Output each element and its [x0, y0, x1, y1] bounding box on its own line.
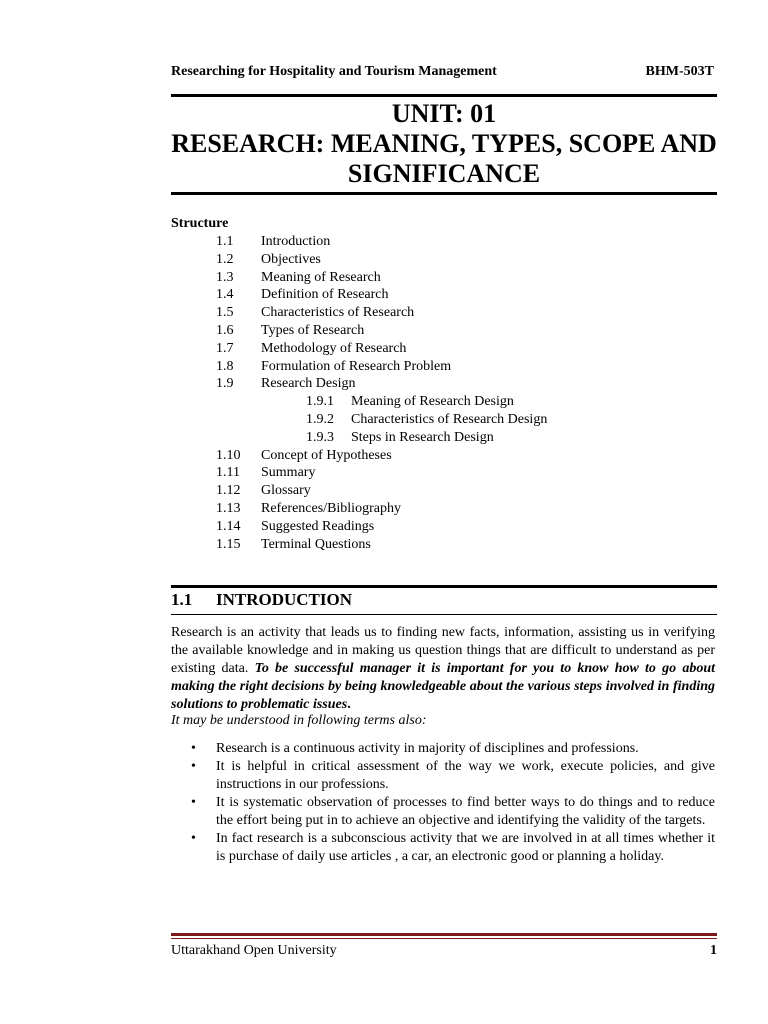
section-bottom-rule — [171, 614, 717, 615]
intro-emphasis: To be successful manager it is important for you to know how to go about making the right decisions by being knowledgeable about the various steps involved in finding solutions to problematic issues — [171, 661, 716, 712]
toc-item-number: 1.9.2 — [306, 411, 334, 427]
toc-item — [171, 304, 717, 322]
intro-paragraph — [171, 624, 715, 714]
footer-rule-thin — [171, 938, 717, 939]
running-header — [171, 64, 714, 84]
structure-label: Structure — [171, 216, 229, 231]
toc-item — [171, 233, 717, 251]
lead-line: It may be understood in following terms also: — [171, 713, 427, 728]
toc-item — [171, 447, 717, 465]
toc-item-label: Characteristics of Research — [261, 305, 415, 321]
section-number: 1.1 — [171, 590, 193, 609]
toc-item — [171, 375, 717, 393]
toc-item-label: Research Design — [261, 376, 356, 392]
intro-text: Research is an activity that leads us to finding new facts, information, assisting us in verifying the available knowledge and in making us question things that are difficult to understand as per existing data. — [171, 625, 715, 676]
toc-item — [171, 358, 717, 376]
toc-item-label: Suggested Readings — [261, 518, 375, 534]
toc-item — [171, 322, 717, 340]
toc-item-label: Definition of Research — [261, 287, 389, 303]
toc-item — [171, 269, 717, 287]
toc-item-number: 1.8 — [216, 358, 234, 374]
toc-item-label: Summary — [261, 465, 316, 481]
bullet-dot-icon: • — [191, 759, 196, 774]
bullet-item — [171, 830, 715, 866]
bullet-list — [171, 740, 715, 866]
toc-item-number: 1.5 — [216, 305, 234, 321]
course-title: Researching for Hospitality and Tourism Management — [171, 64, 497, 79]
toc-item-label: Glossary — [261, 483, 311, 499]
toc-item-number: 1.10 — [216, 447, 241, 463]
toc-item-number: 1.13 — [216, 500, 241, 516]
toc-item-label: Steps in Research Design — [351, 429, 494, 445]
intro-end-punct: . — [347, 697, 351, 712]
unit-title-line-1: RESEARCH: MEANING, TYPES, SCOPE AND — [171, 129, 717, 158]
bullet-text: In fact research is a subconscious activity that we are involved in at all times whether it is purchase of daily use articles , a car, an electronic good or planning a holiday. — [216, 831, 715, 864]
toc-item-label: Types of Research — [261, 322, 365, 338]
toc-item-label: References/Bibliography — [261, 500, 401, 516]
bullet-item — [171, 794, 715, 830]
toc-item-number: 1.9.3 — [306, 429, 334, 445]
toc-item-label: Introduction — [261, 234, 331, 249]
toc-item — [171, 482, 717, 500]
bullet-item — [171, 758, 715, 794]
toc-item — [171, 411, 717, 429]
toc-item — [171, 518, 717, 536]
footer-rule-thick — [171, 933, 717, 936]
section-top-rule — [171, 585, 717, 588]
toc-item-number: 1.4 — [216, 287, 234, 303]
toc-item-number: 1.1 — [216, 234, 234, 249]
section-title: INTRODUCTION — [216, 590, 353, 609]
toc-item-number: 1.6 — [216, 322, 234, 338]
toc-item-number: 1.15 — [216, 536, 241, 552]
bullet-text: Research is a continuous activity in majority of disciplines and professions. — [216, 741, 639, 756]
toc-item — [171, 251, 717, 269]
toc-item-number: 1.7 — [216, 340, 234, 356]
toc-item — [171, 340, 717, 358]
toc-item-number: 1.9.1 — [306, 394, 334, 410]
footer-university: Uttarakhand Open University — [171, 943, 337, 958]
toc-item — [171, 536, 717, 554]
toc-item — [171, 286, 717, 304]
toc-item-label: Terminal Questions — [261, 536, 371, 552]
header-rule — [171, 94, 717, 97]
toc-item-number: 1.12 — [216, 483, 241, 499]
bullet-item — [171, 740, 715, 758]
toc-item-label: Characteristics of Research Design — [351, 411, 548, 427]
toc-item-label: Concept of Hypotheses — [261, 447, 392, 463]
bullet-dot-icon: • — [191, 831, 196, 846]
course-code: BHM-503T — [645, 64, 714, 79]
unit-number: UNIT: 01 — [391, 99, 497, 128]
toc-item — [171, 393, 717, 411]
toc-item-label: Objectives — [261, 251, 321, 267]
toc-item-label: Meaning of Research — [261, 269, 381, 285]
toc-item-label: Meaning of Research Design — [351, 394, 514, 410]
toc-item — [171, 429, 717, 447]
bullet-dot-icon: • — [191, 795, 196, 810]
bullet-text: It is systematic observation of processes to find better ways to do things and to reduce the effort being put in to achieve an objective and identifying the validity of the targets. — [216, 795, 715, 828]
toc-item-number: 1.2 — [216, 251, 234, 267]
title-rule — [171, 192, 717, 195]
bullet-dot-icon: • — [191, 741, 196, 756]
table-of-contents — [171, 233, 717, 553]
toc-item — [171, 500, 717, 518]
unit-title-line-2: SIGNIFICANCE — [347, 159, 541, 188]
toc-item-label: Formulation of Research Problem — [261, 358, 452, 374]
toc-item — [171, 464, 717, 482]
toc-item-label: Methodology of Research — [261, 340, 407, 356]
toc-item-number: 1.3 — [216, 269, 234, 285]
toc-item-number: 1.9 — [216, 376, 234, 392]
page-number: 1 — [710, 943, 717, 958]
toc-item-number: 1.14 — [216, 518, 241, 534]
toc-item-number: 1.11 — [216, 465, 240, 481]
bullet-text: It is helpful in critical assessment of the way we work, execute policies, and give instructions in our professions. — [216, 759, 715, 792]
